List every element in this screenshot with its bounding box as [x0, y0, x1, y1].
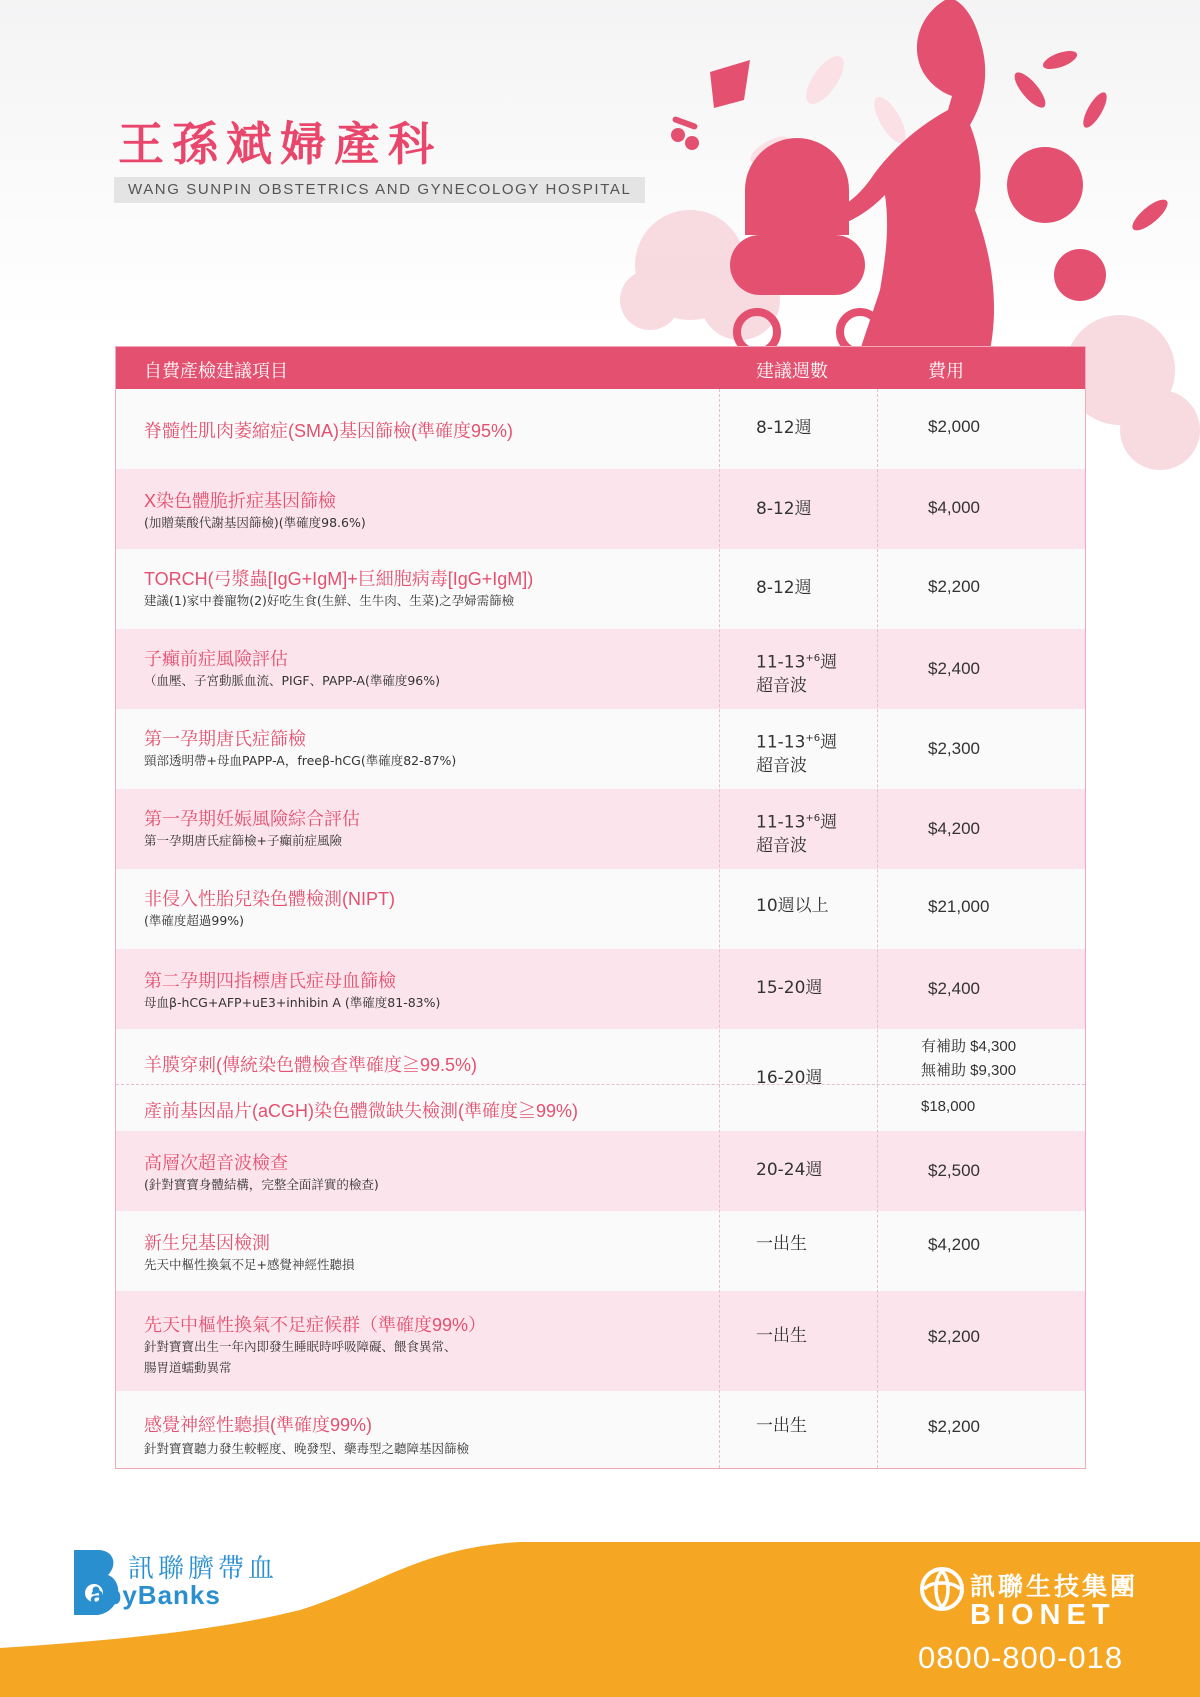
item-description: （血壓、子宮動脈血流、PIGF、PAPP-A(準確度96%) [144, 673, 441, 688]
item-weeks: 8-12週 [756, 499, 812, 519]
item-description: (加贈葉酸代謝基因篩檢)(準確度98.6%) [144, 515, 366, 530]
table-row [116, 1211, 1085, 1291]
item-weeks: 一出生 [756, 1234, 807, 1254]
bionet-name-en: BIONET [970, 1599, 1116, 1631]
item-fee: $2,400 [928, 659, 980, 678]
column-divider [719, 389, 720, 1468]
item-weeks: $11-13^{+6}$週 超音波 [756, 812, 838, 856]
item-title-2: 產前基因晶片(aCGH)染色體微缺失檢測(準確度≧99%) [144, 1101, 579, 1121]
item-title: 高層次超音波檢查 [144, 1153, 288, 1173]
item-fee-acgh: $18,000 [921, 1098, 976, 1115]
item-description: 母血β-hCG+AFP+uE3+inhibin A (準確度81-83%) [144, 995, 441, 1010]
item-description: (針對寶寶身體結構，完整全面詳實的檢查) [144, 1177, 379, 1192]
item-title: TORCH(弓漿蟲[IgG+IgM]+巨細胞病毒[IgG+IgM]) [144, 569, 534, 589]
item-weeks: $11-13^{+6}$週 超音波 [756, 652, 838, 696]
item-title: 新生兒基因檢測 [144, 1233, 270, 1253]
table-header [116, 347, 1085, 389]
column-divider [877, 389, 878, 1468]
item-weeks: 10週以上 [756, 896, 829, 916]
hospital-subtitle: WANG SUNPIN OBSTETRICS AND GYNECOLOGY HOSPITAL [114, 177, 645, 203]
item-title: 第一孕期妊娠風險綜合評估 [144, 809, 360, 829]
table-row [116, 629, 1085, 709]
table-row [116, 709, 1085, 789]
phone-number: 0800-800-018 [918, 1640, 1124, 1675]
item-weeks: 15-20週 [756, 978, 823, 998]
item-fee: $4,200 [928, 819, 980, 838]
table-row [116, 389, 1085, 469]
item-title: X染色體脆折症基因篩檢 [144, 491, 337, 511]
item-weeks: 16-20週 [756, 1068, 823, 1088]
checkup-table [115, 346, 1086, 1469]
table-row [116, 1029, 1085, 1131]
item-fee: $4,200 [928, 1235, 980, 1254]
item-title: 感覺神經性聽損(準確度99%) [144, 1415, 373, 1435]
item-weeks: $11-13^{+6}$週 超音波 [756, 732, 838, 776]
table-row [116, 789, 1085, 869]
item-title: 第二孕期四指標唐氏症母血篩檢 [144, 971, 396, 991]
item-fee: $21,000 [928, 897, 990, 916]
table-row [116, 549, 1085, 629]
item-weeks: 一出生 [756, 1326, 807, 1346]
babybanks-name-zh: 訊聯臍帶血 [128, 1554, 279, 1584]
item-description: (準確度超過99%) [144, 913, 245, 928]
table-row [116, 1291, 1085, 1391]
item-description: 針對寶寶出生一年內即發生睡眠時呼吸障礙、餵食異常、 [144, 1339, 457, 1354]
item-title: 脊髓性肌肉萎縮症(SMA)基因篩檢(準確度95%) [144, 421, 514, 441]
item-title: 先天中樞性換氣不足症候群（準確度99%） [144, 1315, 487, 1335]
item-description-2: 腸胃道蠕動異常 [144, 1360, 232, 1375]
item-fee: $2,200 [928, 577, 980, 596]
hospital-title: 王孫斌婦產科 [118, 117, 442, 171]
column-header-item: 自費產檢建議項目 [144, 361, 288, 382]
item-title: 第一孕期唐氏症篩檢 [144, 729, 306, 749]
column-header-weeks: 建議週數 [756, 361, 828, 382]
item-fee-unsubsidized: 無補助 $9,300 [921, 1062, 1017, 1079]
table-row [116, 949, 1085, 1029]
item-description: 針對寶寶聽力發生較輕度、晚發型、藥毒型之聽障基因篩檢 [144, 1441, 470, 1456]
item-fee: $2,200 [928, 1417, 980, 1436]
babybanks-name-en: abyBanks [90, 1580, 221, 1610]
item-weeks: 8-12週 [756, 418, 812, 438]
item-fee: $2,300 [928, 739, 980, 758]
table-row [116, 1131, 1085, 1211]
item-title: 羊膜穿刺(傳統染色體檢查準確度≧99.5%) [144, 1055, 478, 1075]
item-description: 第一孕期唐氏症篩檢+子癲前症風險 [144, 833, 342, 848]
item-title: 非侵入性胎兒染色體檢測(NIPT) [144, 889, 395, 909]
table-row [116, 1391, 1085, 1468]
item-weeks: 20-24週 [756, 1160, 823, 1180]
item-description: 先天中樞性換氣不足+感覺神經性聽損 [144, 1257, 355, 1272]
bionet-name-zh: 訊聯生技集團 [970, 1572, 1139, 1601]
table-row [116, 469, 1085, 549]
item-fee: $4,000 [928, 498, 980, 517]
item-fee-subsidized: 有補助 $4,300 [921, 1038, 1017, 1055]
item-description: 頸部透明帶+母血PAPP-A，freeβ-hCG(準確度82-87%) [144, 753, 457, 768]
bionet-logo-icon [918, 1565, 966, 1613]
column-header-fee: 費用 [928, 361, 964, 382]
item-title: 子癲前症風險評估 [144, 649, 288, 669]
item-weeks: 一出生 [756, 1416, 807, 1436]
table-row [116, 869, 1085, 949]
item-fee: $2,400 [928, 979, 980, 998]
item-fee: $2,500 [928, 1161, 980, 1180]
item-weeks: 8-12週 [756, 578, 812, 598]
row-divider [116, 1084, 1085, 1085]
item-fee: $2,200 [928, 1327, 980, 1346]
item-description: 建議(1)家中養寵物(2)好吃生食(生鮮、生牛肉、生菜)之孕婦需篩檢 [144, 593, 515, 608]
item-fee: $2,000 [928, 417, 980, 436]
